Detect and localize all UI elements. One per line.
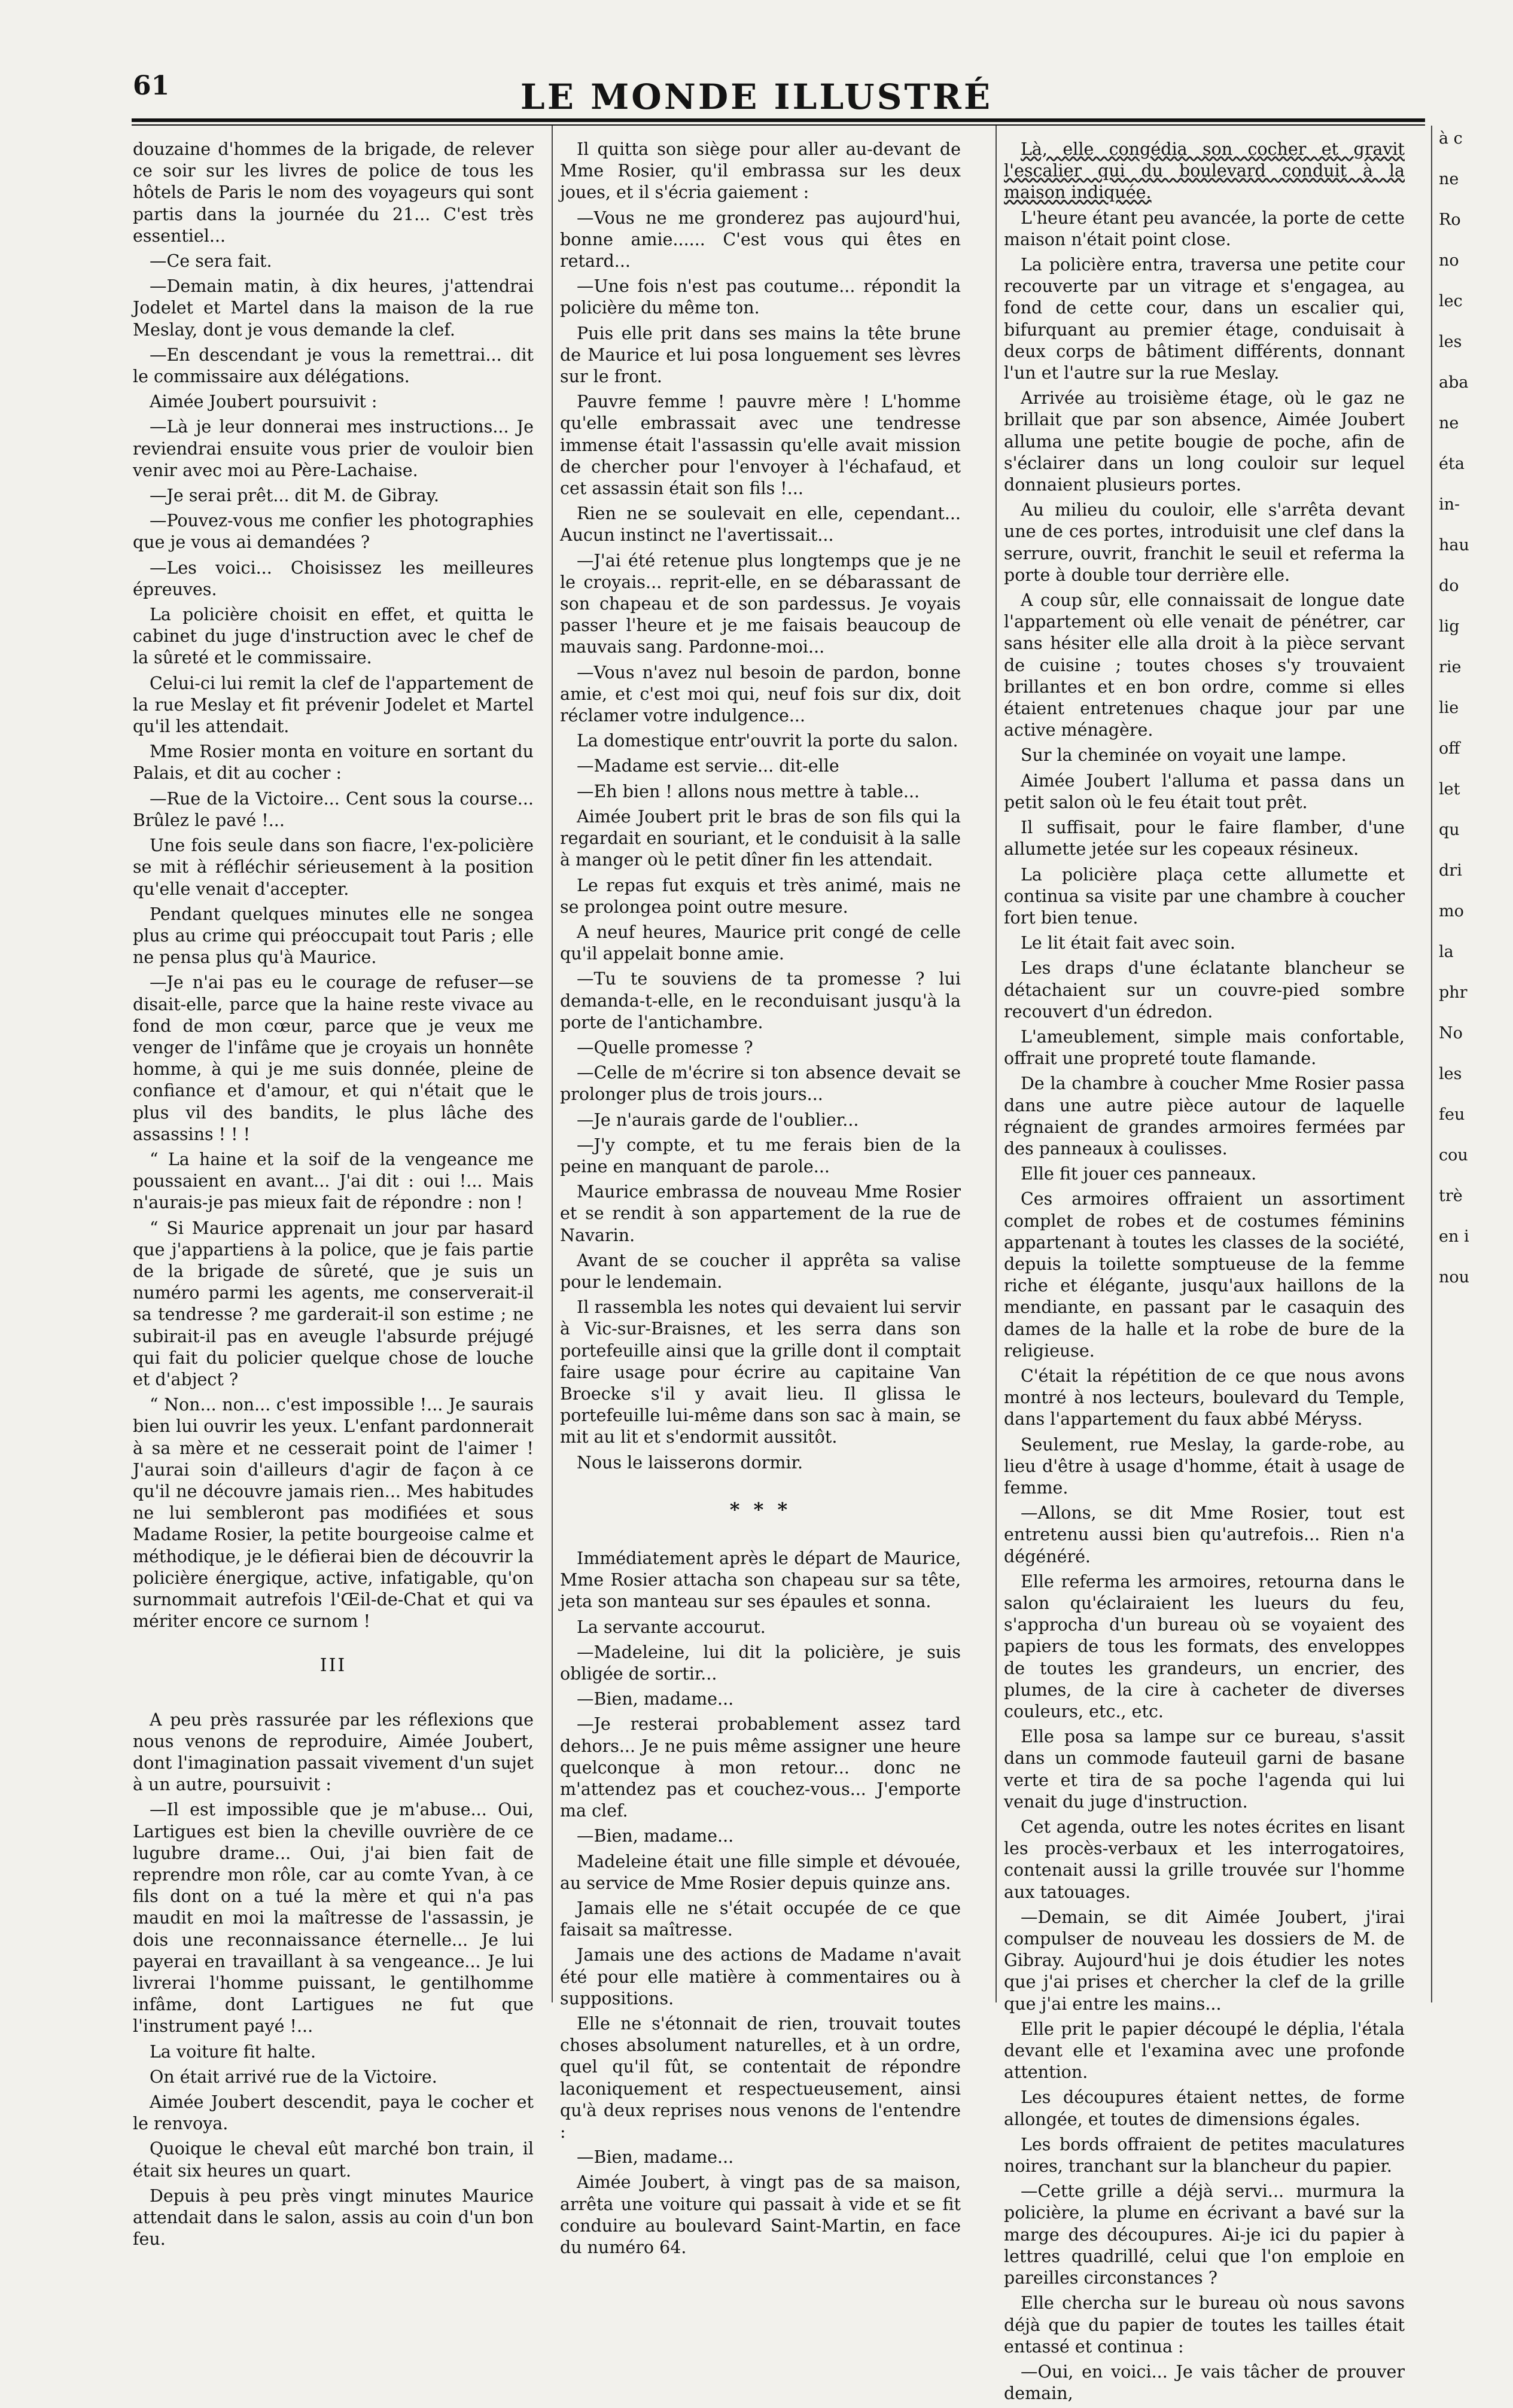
paragraph: —Rue de la Victoire... Cent sous la course... Brûlez le pavé !...	[133, 788, 534, 830]
paragraph: —Les voici... Choisissez les meilleures épreuves.	[133, 557, 534, 599]
edge-fragment: la	[1439, 943, 1454, 961]
paragraph: —Cette grille a déjà servi... murmura la policière, la plume en écrivant a bavé sur la marge des découpures. Ai-je ici du papier à lettres quadrillé, celui que l'on emploie en pareilles circonstances ?	[1004, 2181, 1405, 2288]
article-column-3	[1004, 139, 1405, 2408]
paragraph: Cet agenda, outre les notes écrites en lisant les procès-verbaux et les interrogatoires, contenait aussi la grille trouvée sur l'homme aux tatouages.	[1004, 1817, 1405, 1902]
paragraph: Jamais une des actions de Madame n'avait été pour elle matière à commentaires ou à suppositions.	[560, 1945, 961, 2008]
paragraph: Elle prit le papier découpé le déplia, l'étala devant elle et l'examina avec une profonde attention.	[1004, 2019, 1405, 2083]
paragraph: Aimée Joubert descendit, paya le cocher et le renvoya.	[133, 2092, 534, 2134]
paragraph: Celui-ci lui remit la clef de l'appartement de la rue Meslay et fit prévenir Jodelet et Martel qu'il les attendait.	[133, 673, 534, 737]
edge-fragment: nou	[1439, 1268, 1470, 1287]
paragraph: Au milieu du couloir, elle s'arrêta devant une de ces portes, introduisit une clef dans la serrure, ouvrit, franchit le seuil et referma la porte à double tour derrière elle.	[1004, 500, 1405, 585]
paragraph: —Bien, madame...	[577, 2147, 734, 2168]
paragraph: Arrivée au troisième étage, où le gaz ne brillait que par son absence, Aimée Joubert alluma une petite bougie de poche, afin de s'éclairer dans un long couloir sur lequel donnaient plusieurs portes.	[1004, 388, 1405, 495]
edge-fragment: en i	[1439, 1227, 1469, 1246]
edge-fragment: aba	[1439, 373, 1469, 392]
paragraph: Sur la cheminée on voyait une lampe.	[1021, 745, 1347, 766]
edge-fragment: lig	[1439, 617, 1460, 636]
paragraph: Aimée Joubert, à vingt pas de sa maison, arrêta une voiture qui passait à vide et se fit conduire au boulevard Saint-Martin, en face du numéro 64.	[560, 2172, 961, 2258]
edge-fragment: do	[1439, 577, 1459, 595]
edge-fragment: no	[1439, 251, 1459, 270]
edge-fragment: dri	[1439, 861, 1462, 880]
paragraph: —Une fois n'est pas coutume... répondit la policière du même ton.	[560, 276, 961, 318]
paragraph: —Je serai prêt... dit M. de Gibray.	[150, 486, 440, 506]
paragraph: —Eh bien ! allons nous mettre à table...	[577, 781, 920, 801]
edge-fragment: phr	[1439, 983, 1468, 1002]
edge-fragment: éta	[1439, 455, 1465, 473]
paragraph: La domestique entr'ouvrit la porte du salon.	[577, 731, 958, 751]
paragraph: —Vous ne me gronderez pas aujourd'hui, bonne amie...... C'est vous qui êtes en retard...	[560, 208, 961, 272]
edge-fragment: let	[1439, 780, 1460, 798]
paragraph: Aimée Joubert poursuivit :	[150, 392, 378, 412]
paragraph: Elle chercha sur le bureau où nous savons déjà que du papier de toutes les tailles était entassé et continua :	[1004, 2293, 1405, 2357]
masthead-title: LE MONDE ILLUSTRÉ	[520, 77, 993, 117]
paragraph: Elle posa sa lampe sur ce bureau, s'assit dans un commode fauteuil garni de basane verte et tira de sa poche l'agenda qui lui venait du juge d'instruction.	[1004, 1727, 1405, 1812]
edge-fragment: lie	[1439, 699, 1459, 717]
paragraph: “ La haine et la soif de la vengeance me poussaient en avant... J'ai dit : oui !... Mais n'aurais-je pas mieux fait de répondre : non !	[133, 1149, 534, 1213]
paragraph: —Vous n'avez nul besoin de pardon, bonne amie, et c'est moi qui, neuf fois sur dix, doit réclamer votre indulgence...	[560, 662, 961, 726]
paragraph: “ Si Maurice apprenait un jour par hasard que j'appartiens à la police, que je fais partie de la brigade de sûreté, que je suis un numéro parmi les agents, me conserverait-il sa tendresse ? me garderait-il son estime ; ne subirait-il pas en aveugle l'absurde préjugé qui fait du policier quelque chose de louche et d'abject ?	[133, 1218, 534, 1389]
paragraph: —Allons, se dit Mme Rosier, tout est entretenu aussi bien qu'autrefois... Rien n'a dégénéré.	[1004, 1503, 1405, 1566]
paragraph: Pendant quelques minutes elle ne songea plus au crime qui préoccupait tout Paris ; elle ne pensa plus qu'à Maurice.	[133, 904, 534, 968]
edge-fragment: lec	[1439, 292, 1463, 310]
edge-fragment: No	[1439, 1024, 1463, 1043]
paragraph: III	[319, 1655, 347, 1677]
paragraph: Une fois seule dans son fiacre, l'ex-policière se mit à réfléchir sérieusement à la position qu'elle venait d'accepter.	[133, 836, 534, 899]
page-number: 61	[133, 71, 170, 101]
paragraph: Il suffisait, pour le faire flamber, d'une allumette jetée sur les copeaux résineux.	[1004, 818, 1405, 859]
paragraph: Ces armoires offraient un assortiment complet de robes et de costumes féminins appartenant à toutes les classes de la société, depuis la toilette somptueuse de la femme riche et élégante, jusqu'aux haillons de la mendiante, en passant par le casaquin des dames de la halle et la robe de bure de la religieuse.	[1004, 1189, 1405, 1361]
paragraph: A coup sûr, elle connaissait de longue date l'appartement où elle venait de pénétrer, car sans hésiter elle alla droit à la pièce servant de cuisine ; toutes choses s'y trouvaient brillantes et en bon ordre, comme si elles étaient entretenues chaque jour par une active ménagère.	[1004, 590, 1405, 740]
edge-fragment: mo	[1439, 902, 1464, 920]
paragraph: —J'y compte, et tu me ferais bien de la peine en manquant de parole...	[560, 1135, 961, 1176]
paragraph: Rien ne se soulevait en elle, cependant... Aucun instinct ne l'avertissait...	[560, 504, 961, 545]
paragraph: —Demain, se dit Aimée Joubert, j'irai compulser de nouveau les dossiers de M. de Gibray. Aujourd'hui je dois étudier les notes que j'ai prises et chercher la clef de la grille que j'ai entre les mains...	[1004, 1907, 1405, 2014]
edge-fragment: les	[1439, 333, 1462, 351]
paragraph: —Ce sera fait.	[150, 251, 272, 272]
paragraph: —Demain matin, à dix heures, j'attendrai Jodelet et Martel dans la maison de la rue Meslay, dont je vous demande la clef.	[133, 276, 534, 340]
paragraph: Il quitta son siège pour aller au-devant de Mme Rosier, qu'il embrassa sur les deux joues, et il s'écria gaiement :	[560, 139, 961, 203]
paragraph: Depuis à peu près vingt minutes Maurice attendait dans le salon, assis au coin d'un bon feu.	[133, 2186, 534, 2250]
paragraph: Madeleine était une fille simple et dévouée, au service de Mme Rosier depuis quinze ans.	[560, 1851, 961, 1893]
paragraph: L'heure étant peu avancée, la porte de cette maison n'était point close.	[1004, 208, 1405, 249]
paragraph: —Oui, en voici... Je vais tâcher de prouver demain,	[1004, 2361, 1405, 2404]
paragraph: Elle ne s'étonnait de rien, trouvait toutes choses absolument naturelles, et à un ordre, quel qu'il fût, se contentait de répondre laconiquement et respectueusement, ainsi qu'à deux reprises nous venons de l'entendre :	[560, 2014, 961, 2142]
paragraph: Puis elle prit dans ses mains la tête brune de Maurice et lui posa longuement ses lèvres sur le front.	[560, 323, 961, 387]
paragraph: Aimée Joubert prit le bras de son fils qui la regardait en souriant, et le conduisit à la salle à manger où le petit dîner fin les attendait.	[560, 806, 961, 870]
paragraph: Mme Rosier monta en voiture en sortant du Palais, et dit au cocher :	[133, 742, 534, 784]
paragraph: —En descendant je vous la remettrai... dit le commissaire aux délégations.	[133, 345, 534, 387]
paragraph: Les bords offraient de petites maculatures noires, tranchant sur la blancheur du papier.	[1004, 2134, 1405, 2177]
paragraph: —Celle de m'écrire si ton absence devait se prolonger plus de trois jours...	[560, 1063, 961, 1105]
paragraph: Le repas fut exquis et très animé, mais ne se prolongea point outre mesure.	[560, 875, 961, 917]
paragraph: —Tu te souviens de ta promesse ? lui demanda-t-elle, en le reconduisant jusqu'à la porte de l'antichambre.	[560, 969, 961, 1032]
edge-fragment: ne	[1439, 414, 1459, 432]
paragraph: De la chambre à coucher Mme Rosier passa dans une autre pièce autour de laquelle régnaient de grandes armoires fermées par des panneaux à coulisses.	[1004, 1074, 1405, 1159]
paragraph: —Pouvez-vous me confier les photographies que je vous ai demandées ?	[133, 511, 534, 553]
edge-fragment: qu	[1439, 821, 1460, 839]
header-rule	[132, 118, 1425, 122]
paragraph: * * *	[729, 1498, 791, 1521]
paragraph: —Je resterai probablement assez tard dehors... Je ne puis même assigner une heure quelconque à mon retour... donc ne m'attendez pas et couchez-vous... J'emporte ma clef.	[560, 1714, 961, 1821]
article-column-1	[133, 139, 534, 2254]
paragraph: La policière plaça cette allumette et continua sa visite par une chambre à coucher fort bien tenue.	[1004, 864, 1405, 928]
paragraph: Les draps d'une éclatante blancheur se détachaient sur un couvre-pied sombre recouvert d'un édredon.	[1004, 958, 1405, 1022]
edge-fragment: off	[1439, 739, 1460, 758]
paragraph: C'était la répétition de ce que nous avons montré à nos lecteurs, boulevard du Temple, dans l'appartement du faux abbé Méryss.	[1004, 1365, 1405, 1429]
paragraph: On était arrivé rue de la Victoire.	[150, 2066, 437, 2087]
paragraph: —Quelle promesse ?	[577, 1037, 753, 1057]
paragraph: —Bien, madame...	[577, 1689, 734, 1709]
paragraph: Aimée Joubert l'alluma et passa dans un petit salon où le feu était tout prêt.	[1004, 770, 1405, 812]
paragraph: Là, elle congédia son cocher et gravit l'escalier qui du boulevard conduit à la maison indiquée.	[1004, 139, 1405, 203]
paragraph: —Bien, madame...	[577, 1826, 734, 1846]
paragraph: Le lit était fait avec soin.	[1021, 933, 1235, 953]
paragraph: —Je n'ai pas eu le courage de refuser—se disait-elle, parce que la haine reste vivace au fond de mon cœur, parce que je veux me venger de l'infâme que je croyais un honnête homme, à qui je me suis donnée, pleine de confiance et d'amour, et qui n'était que le plus vil des bandits, le plus lâche des assassins ! ! !	[133, 973, 534, 1144]
edge-fragment: les	[1439, 1065, 1462, 1083]
adjacent-page-edge	[1439, 129, 1511, 2043]
paragraph: L'ameublement, simple mais confortable, offrait une propreté toute flamande.	[1004, 1026, 1405, 1069]
paragraph: —Il est impossible que je m'abuse... Oui, Lartigues est bien la cheville ouvrière de ce lugubre drame... Oui, j'ai bien fait de reprendre mon rôle, car au comte Yvan, à ce fils dont on a tué la mère et qui n'a pas maudit en moi la maîtresse de l'assassin, je dois une reconnaissance éternelle... Je lui payerai en travaillant à sa vengeance... Je lui livrerai l'homme puissant, le gentilhomme infâme, dont Lartigues ne fut que l'instrument payé !...	[133, 1800, 534, 2037]
column-divider-2	[996, 126, 997, 2002]
paragraph: La servante accourut.	[577, 1617, 766, 1637]
paragraph: Seulement, rue Meslay, la garde-robe, au lieu d'être à usage d'homme, était à usage de femme.	[1004, 1434, 1405, 1498]
paragraph: Elle referma les armoires, retourna dans le salon qu'éclairaient les lueurs du feu, s'approcha d'un bureau où se voyaient des papiers de tous les formats, des enveloppes de toutes les grandeurs, un encrier, des plumes, de la cire à cacheter de diverses couleurs, etc., etc.	[1004, 1571, 1405, 1722]
edge-fragment: à c	[1439, 129, 1463, 148]
edge-fragment: hau	[1439, 536, 1469, 554]
paragraph: —Madame est servie... dit-elle	[577, 756, 839, 776]
header-rule-thin	[132, 124, 1425, 126]
paragraph: Elle fit jouer ces panneaux.	[1021, 1164, 1257, 1184]
column-divider-3	[1431, 126, 1432, 2002]
paragraph: “ Non... non... c'est impossible !... Je saurais bien lui ouvrir les yeux. L'enfant pardonnerait à sa mère et ne cesserait point de l'aimer ! J'aurai soin d'ailleurs d'agir de façon à ce qu'il ne découvre jamais rien... Mes habitudes ne lui sembleront pas modifiées et sous Madame Rosier, la petite bourgeoise calme et méthodique, je le défierai bien de découvrir la policière énergique, active, infatigable, qu'on surnommait autrefois l'Œil-de-Chat et qui va mériter encore ce surnom !	[133, 1395, 534, 1632]
edge-fragment: rie	[1439, 658, 1462, 676]
edge-fragment: feu	[1439, 1105, 1465, 1124]
article-column-2	[560, 139, 961, 2262]
paragraph: Il rassembla les notes qui devaient lui servir à Vic-sur-Braisnes, et les serra dans son portefeuille ainsi que la grille dont il comptait faire usage pour écrire au capitaine Van Broecke s'il y avait lieu. Il glissa le portefeuille lui-même dans son sac à main, se mit au lit et s'endormit aussitôt.	[560, 1297, 961, 1447]
column-divider-1	[552, 126, 553, 2002]
paragraph: —Je n'aurais garde de l'oublier...	[577, 1109, 859, 1130]
paragraph: douzaine d'hommes de la brigade, de relever ce soir sur les livres de police de tous les hôtels de Paris le nom des voyageurs qui sont partis dans la journée du 21... C'est très essentiel...	[133, 139, 534, 246]
paragraph: Quoique le cheval eût marché bon train, il était six heures un quart.	[133, 2139, 534, 2181]
edge-fragment: trè	[1439, 1187, 1463, 1205]
paragraph: —Madeleine, lui dit la policière, je suis obligée de sortir...	[560, 1642, 961, 1684]
paragraph: Nous le laisserons dormir.	[577, 1452, 803, 1473]
paragraph: La voiture fit halte.	[150, 2041, 316, 2062]
paragraph: —Là je leur donnerai mes instructions... Je reviendrai ensuite vous prier de vouloir bien venir avec moi au Père-Lachaise.	[133, 417, 534, 480]
paragraph: —J'ai été retenue plus longtemps que je ne le croyais... reprit-elle, en se débarassant de son chapeau et de son pardessus. Je voyais passer l'heure et je me faisais beaucoup de mauvais sang. Pardonne-moi...	[560, 550, 961, 657]
edge-fragment: in-	[1439, 495, 1460, 514]
paragraph: A neuf heures, Maurice prit congé de celle qu'il appelait bonne amie.	[560, 922, 961, 964]
paragraph: Pauvre femme ! pauvre mère ! L'homme qu'elle embrassait avec une tendresse immense était l'assassin qu'elle avait mission de chercher pour l'envoyer à l'échafaud, et cet assassin était son fils !...	[560, 392, 961, 499]
edge-fragment: cou	[1439, 1146, 1468, 1165]
edge-fragment: ne	[1439, 170, 1459, 188]
paragraph: A peu près rassurée par les réflexions que nous venons de reproduire, Aimée Joubert, dont l'imagination passait vivement d'un sujet à un autre, poursuivit :	[133, 1709, 534, 1795]
edge-fragment: Ro	[1439, 211, 1461, 229]
paragraph: Les découpures étaient nettes, de forme allongée, et toutes de dimensions égales.	[1004, 2087, 1405, 2129]
paragraph: Avant de se coucher il apprêta sa valise pour le lendemain.	[560, 1250, 961, 1292]
paragraph: La policière choisit en effet, et quitta le cabinet du juge d'instruction avec le chef de la sûreté et le commissaire.	[133, 605, 534, 668]
paragraph: La policière entra, traversa une petite cour recouverte par un vitrage et s'engagea, au fond de cette cour, dans un escalier qui, bifurquant au premier étage, conduisait à deux corps de bâtiment différents, donnant l'un et l'autre sur la rue Meslay.	[1004, 255, 1405, 383]
paragraph: Jamais elle ne s'était occupée de ce que faisait sa maîtresse.	[560, 1898, 961, 1940]
paragraph: Immédiatement après le départ de Maurice, Mme Rosier attacha son chapeau sur sa tête, jeta son manteau sur ses épaules et sonna.	[560, 1548, 961, 1612]
paragraph: Maurice embrassa de nouveau Mme Rosier et se rendit à son appartement de la rue de Navarin.	[560, 1182, 961, 1245]
